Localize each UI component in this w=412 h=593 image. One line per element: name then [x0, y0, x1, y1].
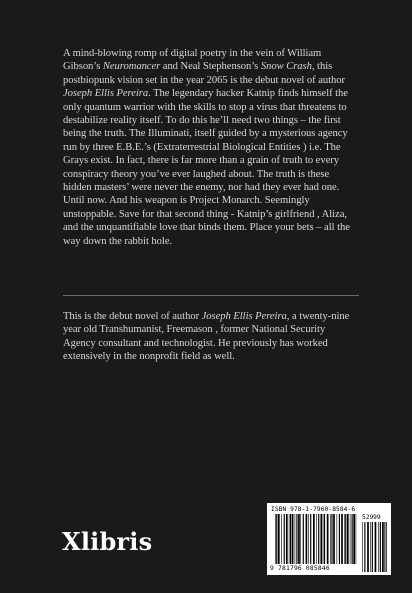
barcode-bar	[292, 514, 294, 564]
barcode-bar	[367, 522, 369, 572]
blurb-paragraph	[63, 47, 359, 248]
barcode-bar	[313, 514, 315, 564]
barcode-bar	[352, 514, 353, 564]
barcode-bar	[386, 522, 387, 572]
bio-text-1: This is the debut novel of author	[63, 311, 202, 322]
bio-author-name: Joseph Ellis Pereira	[201, 311, 287, 322]
publisher-logo: Xlibris	[62, 527, 153, 556]
blurb-title-snow-crash: Snow Crash	[260, 61, 312, 73]
barcode-bar	[372, 522, 373, 572]
barcode-bar	[308, 514, 309, 564]
barcode-bar	[347, 514, 349, 564]
barcode-bar	[320, 514, 322, 564]
barcode-bar	[378, 522, 379, 572]
blurb-text-3: , this postbiopunk vision set in the year 2065 is the debut novel of author	[63, 61, 346, 86]
barcode-bar	[275, 514, 276, 564]
price-code: 52999	[362, 514, 381, 521]
barcode-bar	[298, 514, 300, 564]
isbn-barcode	[267, 503, 391, 575]
isbn-label: ISBN 978-1-7960-8584-6	[271, 506, 356, 513]
barcode-bar	[350, 514, 351, 564]
barcode-bar	[375, 522, 377, 572]
barcode-bar	[310, 514, 311, 564]
barcode-bar	[370, 522, 371, 572]
blurb-text-1: A mind-blowing romp of digital poetry in the vein of William Gibson’s	[63, 48, 322, 73]
barcode-bar	[356, 514, 357, 564]
barcode-bar	[303, 514, 304, 564]
barcode-bar	[300, 514, 301, 564]
barcode-bar	[331, 514, 332, 564]
barcode-bar	[341, 514, 343, 564]
barcode-bar	[318, 514, 319, 564]
barcode-bar	[295, 514, 296, 564]
barcode-bar	[345, 514, 346, 564]
barcode-bar	[276, 514, 277, 564]
section-divider	[63, 295, 359, 296]
barcode-bar	[337, 514, 338, 564]
barcode-bar	[290, 514, 291, 564]
barcode-bar	[284, 514, 285, 564]
barcode-bar	[344, 514, 345, 564]
barcode-bar	[382, 522, 384, 572]
barcode-bar	[380, 522, 381, 572]
barcode-bar	[327, 514, 329, 564]
barcode-bar	[278, 514, 280, 564]
blurb-title-neuromancer: Neuromancer	[102, 61, 161, 73]
barcode-bar	[330, 514, 331, 564]
barcode-bar	[353, 514, 355, 564]
barcode-bar	[364, 522, 365, 572]
barcode-bar	[384, 522, 385, 572]
blurb-text-2: and Neal Stephenson’s	[160, 61, 261, 73]
ean-digits: 9 781796 085846	[270, 565, 330, 572]
barcode-bar	[339, 514, 340, 564]
author-bio-paragraph	[63, 310, 359, 364]
barcode-bar	[333, 514, 335, 564]
barcode-bar	[281, 514, 282, 564]
barcode-bar	[323, 514, 324, 564]
barcode-bar	[286, 514, 288, 564]
barcode-bar	[289, 514, 290, 564]
blurb-text-4: . The legendary hacker Katnip finds himself the only quantum warrior with the skills to stop a virus that threatens to destabilize reality itself. To do this he’ll need two things – the first being the truth. The Illuminati, itself guided by a mysterious agency run by three E.B.E.’s (Extraterrestrial Biological Entities ) i.e. The Grays exist. In fact, there is far more than a grain of truth to every conspiracy theory you’ve ever laughed about. The truth is these hidden masters’ were never the enemy, nor had they ever had one. Until now. And his weapon is Project Monarch. Seemingly unstoppable. Save for that second thing - Katnip’s girlfriend , Aliza, and the unquantifiable love that binds them. Place your bets – all the way down the rabbit hole.	[63, 88, 350, 247]
bio-text-2: , a twenty-nine year old Transhumanist, Freemason , former National Security Agency consultant and technologist. He previously has worked extensively in the nonprofit field as well.	[63, 311, 350, 363]
barcode-bar	[306, 514, 308, 564]
barcode-bar	[362, 522, 363, 572]
barcode-bar	[324, 514, 325, 564]
barcode-bar	[316, 514, 317, 564]
blurb-author-name: Joseph Ellis Pereira	[63, 88, 149, 100]
barcode-bar	[296, 514, 297, 564]
